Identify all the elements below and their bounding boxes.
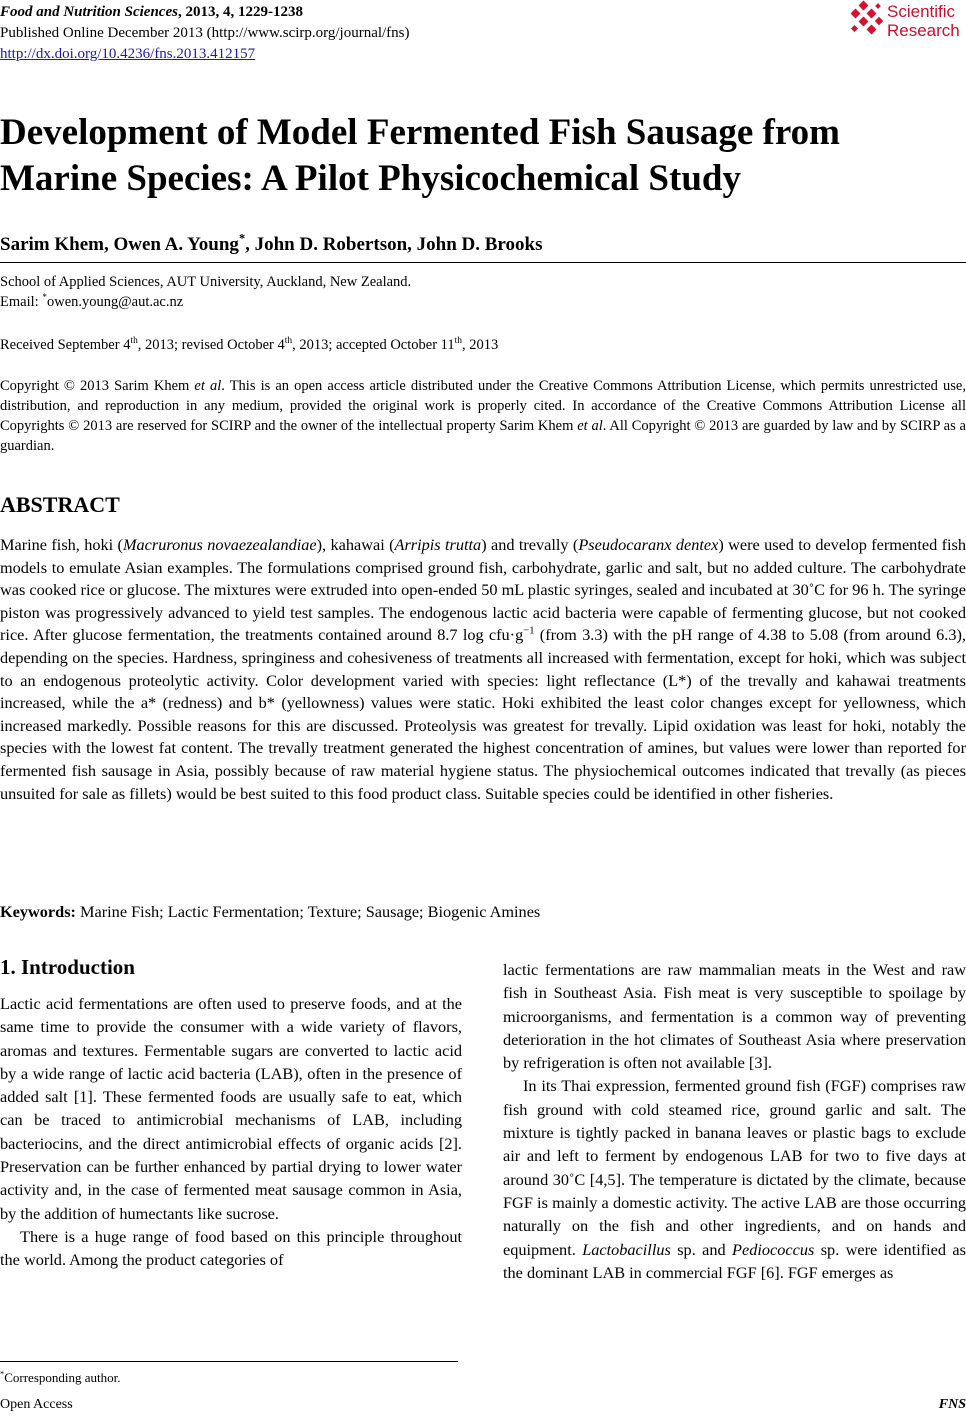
affiliation-block xyxy=(0,272,411,312)
paragraph: lactic fermentations are raw mammalian meats in the West and raw fish in Southeast Asia. Fish meat is very susceptible to spoilage by microorganisms, and fermentation is a common way of preventing deterioration in the hot climates of Southeast Asia where preservation by refrigeration is often not available [3]. xyxy=(503,960,966,1073)
footnote: *Corresponding author. xyxy=(0,1368,121,1385)
author-list: Sarim Khem, Owen A. Young*, John D. Robertson, John D. Brooks xyxy=(0,231,543,255)
footnote-divider xyxy=(0,1361,458,1362)
paragraph: There is a huge range of food based on this principle throughout the world. Among the product categories of xyxy=(0,1226,462,1270)
journal-header xyxy=(0,2,410,65)
received-dates: Received September 4th, 2013; revised October 4th, 2013; accepted October 11th, 2013 xyxy=(0,336,499,353)
journal-name: Food and Nutrition Sciences xyxy=(0,4,178,20)
published-line: Published Online December 2013 (http://www.scirp.org/journal/fns) xyxy=(0,25,410,41)
affiliation: School of Applied Sciences, AUT University, Auckland, New Zealand. xyxy=(0,274,412,290)
logo-wordmark: Scientific Research xyxy=(887,2,960,40)
email-line: Email: *owen.young@aut.ac.nz xyxy=(0,293,184,310)
abstract-heading: ABSTRACT xyxy=(0,492,120,517)
copyright-notice: Copyright © 2013 Sarim Khem et al. This is an open access article distributed under the Creative Commons Attribution License, which permits unrestricted use, distribution, and reproduction in any medium, provided the original work is properly cited. In accordance of the Creative Commons Attribution License all Copyrights © 2013 are reserved for SCIRP and the owner of the intellectual property Sarim Khem et al. All Copyright © 2013 are guarded by law and by SCIRP as a guardian. xyxy=(0,378,966,454)
paper-title: Development of Model Fermented Fish Sausage from Marine Species: A Pilot Physicochemical Study xyxy=(0,112,840,199)
keywords-line: Keywords: Marine Fish; Lactic Fermentation; Texture; Sausage; Biogenic Amines xyxy=(0,902,541,921)
journal-citation: , 2013, 4, 1229-1238 xyxy=(177,4,303,20)
abstract-text: Marine fish, hoki (Macruronus novaezealandiae), kahawai (Arripis trutta) and trevally (Pseudocaranx dentex) were used to develop fermented fish models to emulate Asian examples. The formulations comprised ground fish, carbohydrate, garlic and salt, but no added culture. The carbohydrate was cooked rice or glucose. The mixtures were extruded into open-ended 50 mL plastic syringes, sealed and incubated at 30˚C for 96 h. The syringe piston was progressively advanced to yield test samples. The endogenous lactic acid bacteria were capable of fermenting glucose, but not cooked rice. After glucose fermentation, the treatments contained around 8.7 $\log cfu\cdot g^{-1}$ (from 3.3) with the pH range of 4.38 to 5.08 (from around 6.3), depending on the species. Hardness, springiness and cohesiveness of treatments all increased with fermentation, except for hoki, which was subject to an endogenous proteolytic activity. Color development varied with species: light reflectance (L*) of the trevally and kahawai treatments increased, while the a* (redness) and b* (yellowness) values were static. Hoki exhibited the least color changes except for yellowness, which increased markedly. Possible reasons for this are discussed. Proteolysis was greatest for trevally. Lipid oxidation was least for hoki, notably the species with the lowest fat content. The trevally treatment generated the highest concentration of amines, but values were lower than reported for fermented fish sausage in Asia, possibly because of raw material hygiene status. The physiochemical outcomes indicated that trevally (as pieces unsuited for sale as fillets) would be best suited to this food product class. Suitable species could be identified in other fisheries. xyxy=(0,535,966,803)
email-address[interactable]: owen.young@aut.ac.nz xyxy=(47,294,184,310)
open-access-label: Open Access xyxy=(0,1397,73,1412)
paragraph: Lactic acid fermentations are often used to preserve foods, and at the same time to provide the consumer with a wide variety of flavors, aromas and textures. Fermentable sugars are converted to lactic acid by a wide range of lactic acid bacteria (LAB), often in the presence of added salt [1]. These fermented foods are usually safe to eat, which can be traced to antimicrobial mechanisms of LAB, including bacteriocins, and the direct antimicrobial effects of organic acids [2]. Preservation can be further enhanced by partial drying to lower water activity and, in the case of fermented meat sausage common in Asia, by the addition of humectants like sucrose. xyxy=(0,994,462,1223)
doi-link[interactable]: http://dx.doi.org/10.4236/fns.2013.412157 xyxy=(0,46,256,62)
left-column xyxy=(0,992,462,1272)
right-column xyxy=(503,958,966,1284)
section-heading-introduction: 1. Introduction xyxy=(0,955,135,979)
paragraph: In its Thai expression, fermented ground fish (FGF) comprises raw fish ground with cold steamed rice, ground garlic and salt. The mixture is tightly packed in banana leaves or plastic bags to exclude air and left to ferment by endogenous LAB for two to five days at around 30˚C [4,5]. The temperature is dictated by the climate, because FGF is mainly a domestic activity. The active LAB are those occurring naturally on the fish and other ingredients, and on hands and equipment. Lactobacillus sp. and Pediococcus sp. were identified as the dominant LAB in commercial FGF [6]. FGF emerges as xyxy=(503,1076,966,1282)
title-divider xyxy=(0,262,966,263)
journal-abbrev: FNS xyxy=(938,1397,966,1412)
page-footer xyxy=(0,1397,966,1413)
